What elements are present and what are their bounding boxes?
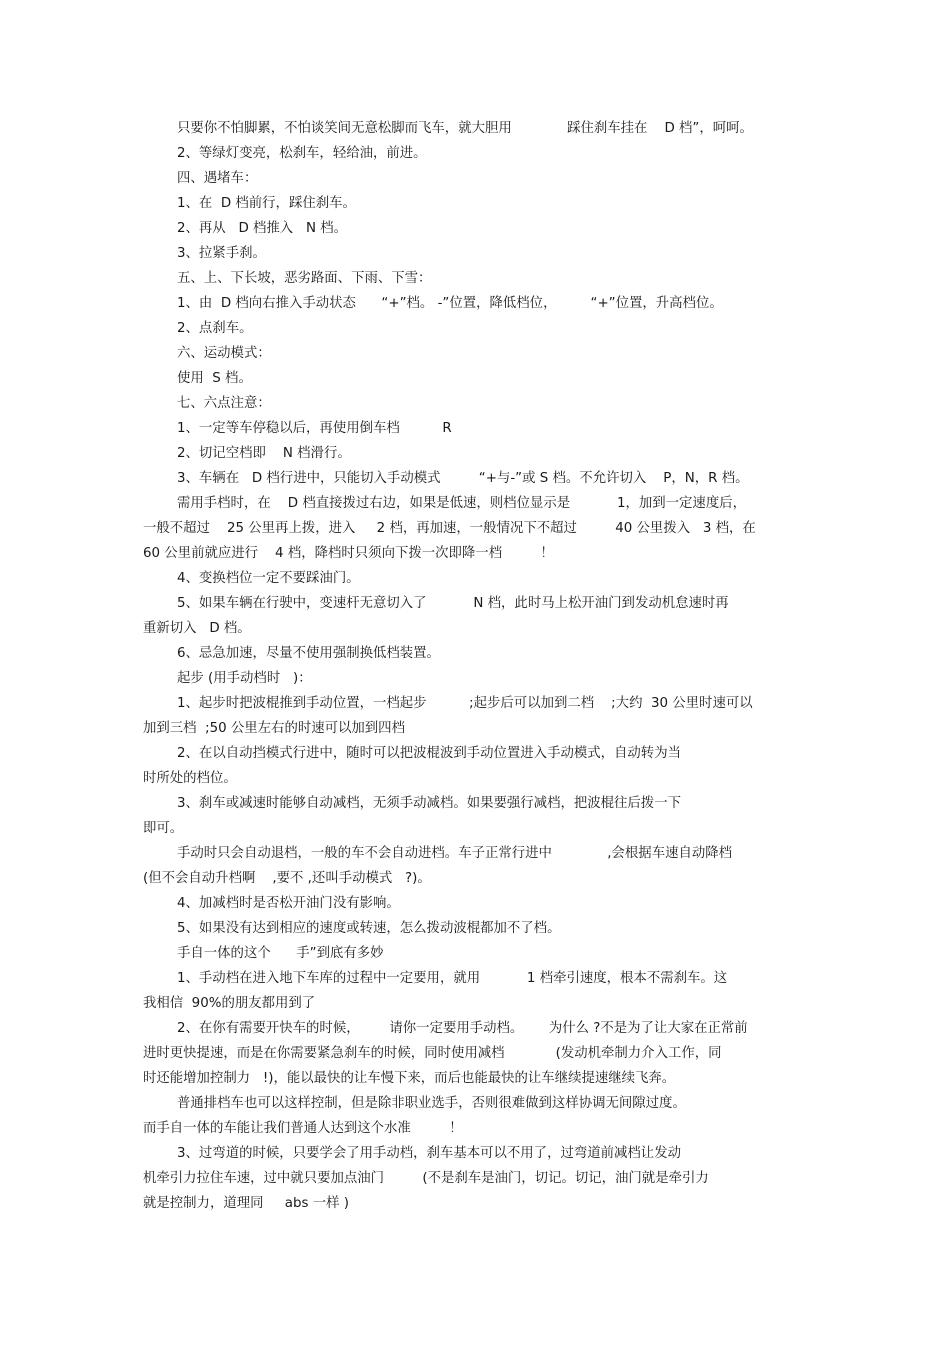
text-line: 进时更快提速，而是在你需要紧急刹车的时候，同时使用减档 (发动机牵制力介入工作，同: [143, 1046, 722, 1061]
text-line: 1、起步时把波棍推到手动位置，一档起步 ;起步后可以加到二档 ;大约 30 公里时速可以: [177, 696, 753, 711]
text-line: 需用手档时，在 D 档直接拨过右边，如果是低速，则档位显示是 1，加到一定速度后，: [177, 496, 746, 511]
text-line: 3、过弯道的时候，只要学会了用手动档，刹车基本可以不用了，过弯道前减档让发动: [177, 1146, 681, 1161]
text-line: 七、六点注意：: [177, 396, 271, 411]
text-line: 4、变换档位一定不要踩油门。: [177, 571, 360, 586]
text-line: 起步 (用手动档时 )：: [177, 671, 312, 686]
text-line: 3、刹车或减速时能够自动减档，无须手动减档。如果要强行减档，把波棍往后拨一下: [177, 796, 681, 811]
text-line: 5、如果车辆在行驶中，变速杆无意切入了 N 档，此时马上松开油门到发动机怠速时再: [177, 596, 729, 611]
text-line: 2、等绿灯变亮，松刹车，轻给油，前进。: [177, 146, 427, 161]
text-line: 6、忌急加速，尽量不使用强制换低档装置。: [177, 646, 440, 661]
text-line: 2、再从 D 档推入 N 档。: [177, 221, 348, 236]
text-line: 2、点刹车。: [177, 321, 253, 336]
text-line: 只要你不怕脚累，不怕谈笑间无意松脚而飞车，就大胆用 踩住刹车挂在 D 档”，呵呵。: [177, 121, 753, 136]
text-line: 2、在你有需要开快车的时候， 请你一定要用手动档。 为什么 ?不是为了让大家在正常前: [177, 1021, 748, 1036]
text-line: 就是控制力，道理同 abs 一样 ): [143, 1196, 349, 1211]
text-line: 五、上、下长坡，恶劣路面、下雨、下雪：: [177, 271, 432, 286]
text-line: 即可。: [143, 821, 184, 836]
text-line: 1、由 D 档向右推入手动状态 “+”档。 -”位置，降低档位， “+”位置，升高档位。: [177, 296, 723, 311]
text-line: 1、手动档在进入地下车库的过程中一定要用，就用 1 档牵引速度，根本不需刹车。这: [177, 971, 728, 986]
text-line: 1、一定等车停稳以后，再使用倒车档 R: [177, 421, 452, 436]
text-line: 时所处的档位。: [143, 771, 237, 786]
text-line: 4、加减档时是否松开油门没有影响。: [177, 896, 400, 911]
text-line: 1、在 D 档前行，踩住刹车。: [177, 196, 356, 211]
text-line: 手动时只会自动退档，一般的车不会自动进档。车子正常行进中 ,会根据车速自动降档: [177, 846, 733, 861]
text-line: 加到三档 ;50 公里左右的时速可以加到四档: [143, 721, 405, 736]
text-line: 普通排档车也可以这样控制，但是除非职业选手，否则很难做到这样协调无间隙过度。: [177, 1096, 686, 1111]
text-line: 5、如果没有达到相应的速度或转速，怎么拨动波棍都加不了档。: [177, 921, 561, 936]
text-line: (但不会自动升档啊 ,要不 ,还叫手动模式 ?)。: [143, 871, 431, 886]
text-line: 使用 S 档。: [177, 371, 252, 386]
text-line: 我相信 90%的朋友都用到了: [143, 996, 316, 1011]
text-line: 2、在以自动挡模式行进中，随时可以把波棍波到手动位置进入手动模式，自动转为当: [177, 746, 681, 761]
text-line: 四、遇堵车：: [177, 171, 258, 186]
text-line: 2、切记空档即 N 档滑行。: [177, 446, 351, 461]
text-line: 六、运动模式：: [177, 346, 271, 361]
text-line: 手自一体的这个 手”到底有多妙: [177, 946, 384, 961]
text-line: 一般不超过 25 公里再上拨，进入 2 档，再加速，一般情况下不超过 40 公里拨入 3 档，在: [143, 521, 756, 536]
text-line: 3、车辆在 D 档行进中，只能切入手动模式 “+与-”或 S 档。不允许切入 P，N，R 档。: [177, 471, 749, 486]
text-line: 机牵引力拉住车速，过中就只要加点油门 (不是刹车是油门，切记。切记，油门就是牵引力: [143, 1171, 709, 1186]
text-line: 而手自一体的车能让我们普通人达到这个水准 ！: [143, 1121, 463, 1136]
text-line: 3、拉紧手刹。: [177, 246, 266, 261]
text-line: 重新切入 D 档。: [143, 621, 251, 636]
text-line: 时还能增加控制力 !)，能以最快的让车慢下来，而后也能最快的让车继续提速继续飞奔。: [143, 1071, 676, 1086]
text-line: 60 公里前就应进行 4 档，降档时只须向下拨一次即降一档 ！: [143, 546, 554, 561]
